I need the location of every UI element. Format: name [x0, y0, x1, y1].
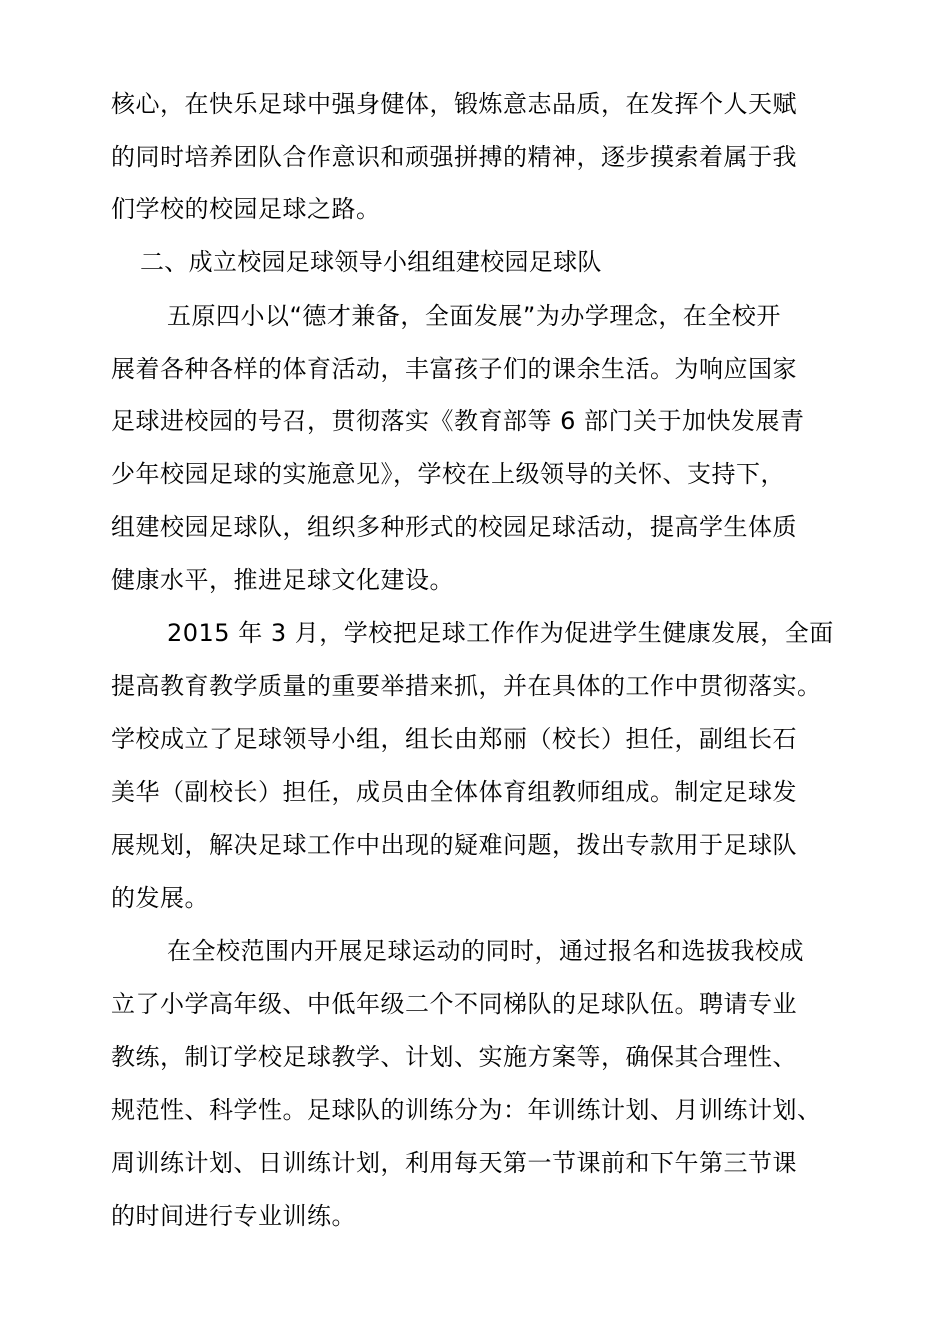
text-line: 的同时培养团队合作意识和顽强拼搏的精神，逐步摸索着属于我	[111, 143, 797, 171]
text-line: 教练，制订学校足球教学、计划、实施方案等，确保其合理性、	[111, 1043, 797, 1071]
text-line: 规范性、科学性。足球队的训练分为：年训练计划、月训练计划、	[111, 1096, 822, 1124]
text-line: 美华（副校长）担任，成员由全体体育组教师组成。制定足球发	[111, 778, 797, 806]
text-line: 核心，在快乐足球中强身健体，锻炼意志品质，在发挥个人天赋	[111, 90, 797, 118]
text-line: 2015 年 3 月，学校把足球工作作为促进学生健康发展，全面	[167, 619, 834, 647]
text-line: 组建校园足球队，组织多种形式的校园足球活动，提高学生体质	[111, 513, 797, 541]
text-line: 展规划，解决足球工作中出现的疑难问题，拨出专款用于足球队	[111, 831, 797, 859]
section-heading: 二、成立校园足球领导小组组建校园足球队	[140, 248, 602, 276]
text-line: 在全校范围内开展足球运动的同时，通过报名和选拔我校成	[167, 937, 804, 965]
text-line: 健康水平，推进足球文化建设。	[111, 566, 454, 594]
text-line: 的时间进行专业训练。	[111, 1202, 356, 1230]
text-line: 提高教育教学质量的重要举措来抓，并在具体的工作中贯彻落实。	[111, 672, 822, 700]
text-line: 足球进校园的号召，贯彻落实《教育部等 6 部门关于加快发展青	[111, 407, 805, 435]
text-line: 展着各种各样的体育活动，丰富孩子们的课余生活。为响应国家	[111, 355, 797, 383]
text-line: 学校成立了足球领导小组，组长由郑丽（校长）担任，副组长石	[111, 725, 797, 753]
text-line: 五原四小以“德才兼备，全面发展”为办学理念，在全校开	[167, 302, 781, 330]
text-line: 周训练计划、日训练计划，利用每天第一节课前和下午第三节课	[111, 1149, 797, 1177]
text-line: 们学校的校园足球之路。	[111, 195, 381, 223]
text-line: 的发展。	[111, 884, 209, 912]
text-line: 立了小学高年级、中低年级二个不同梯队的足球队伍。聘请专业	[111, 990, 797, 1018]
text-line: 少年校园足球的实施意见》，学校在上级领导的关怀、支持下，	[111, 460, 785, 488]
